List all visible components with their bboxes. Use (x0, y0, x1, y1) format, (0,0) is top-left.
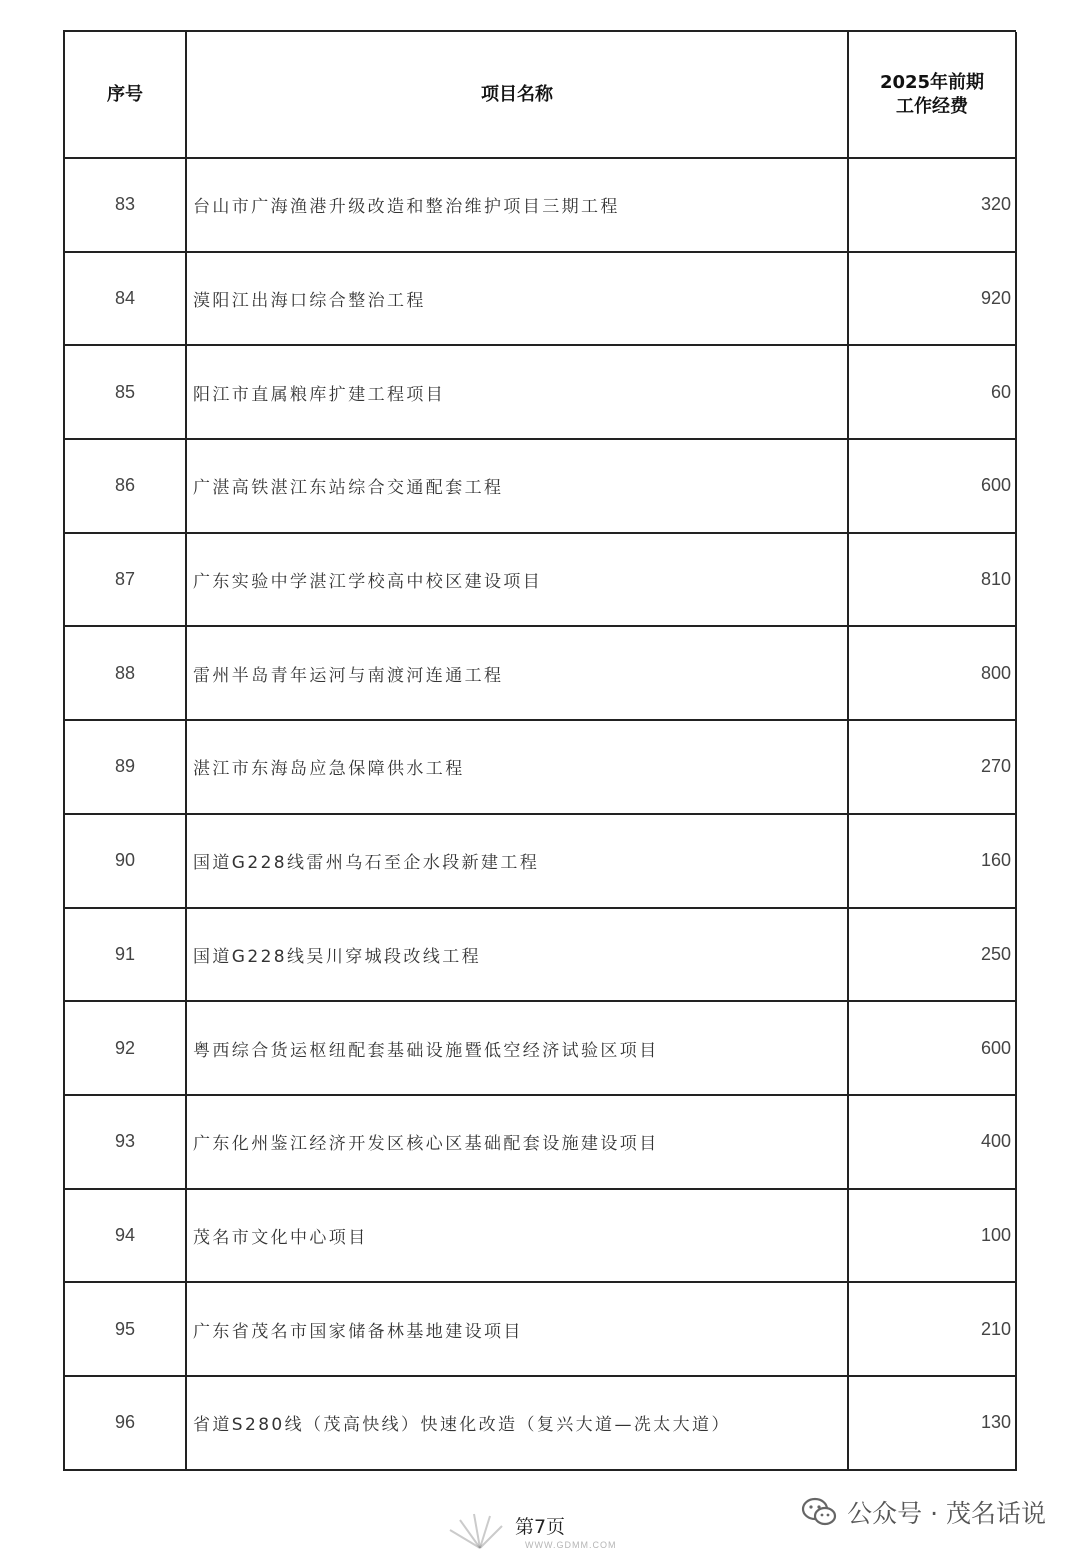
header-funding-line1: 2025年前期 (879, 71, 985, 93)
table-row (65, 908, 1016, 1002)
row-serial-number: 88 (65, 626, 186, 720)
row-funding-amount: 920 (848, 252, 1016, 346)
row-funding-amount: 130 (848, 1376, 1016, 1470)
table-row (65, 814, 1016, 908)
row-serial-number: 90 (65, 814, 186, 908)
row-funding-amount: 800 (848, 626, 1016, 720)
row-funding-amount: 100 (848, 1189, 1016, 1283)
row-funding-amount: 250 (848, 908, 1016, 1002)
row-serial-number: 94 (65, 1189, 186, 1283)
table-row (65, 439, 1016, 533)
row-project-name: 茂名市文化中心项目 (186, 1189, 848, 1283)
row-serial-number: 87 (65, 533, 186, 627)
row-project-name: 广湛高铁湛江东站综合交通配套工程 (186, 439, 848, 533)
row-funding-amount: 160 (848, 814, 1016, 908)
watermark-url: WWW.GDMM.COM (525, 1540, 617, 1550)
table-body (65, 158, 1016, 1470)
table-row (65, 533, 1016, 627)
row-funding-amount: 270 (848, 720, 1016, 814)
row-project-name: 台山市广海渔港升级改造和整治维护项目三期工程 (186, 158, 848, 252)
row-serial-number: 83 (65, 158, 186, 252)
row-funding-amount: 320 (848, 158, 1016, 252)
row-serial-number: 92 (65, 1001, 186, 1095)
project-funding-table (65, 32, 1017, 1471)
row-serial-number: 89 (65, 720, 186, 814)
table-row (65, 1189, 1016, 1283)
row-funding-amount: 810 (848, 533, 1016, 627)
row-project-name: 漠阳江出海口综合整治工程 (186, 252, 848, 346)
wechat-icon (801, 1497, 837, 1527)
row-serial-number: 96 (65, 1376, 186, 1470)
row-project-name: 国道G228线吴川穿城段改线工程 (186, 908, 848, 1002)
table-header-row (65, 32, 1016, 158)
row-project-name: 阳江市直属粮库扩建工程项目 (186, 345, 848, 439)
row-funding-amount: 210 (848, 1282, 1016, 1376)
table-row (65, 1282, 1016, 1376)
header-funding (848, 32, 1016, 158)
row-serial-number: 85 (65, 345, 186, 439)
wechat-label: 公众号 · 茂名话说 (847, 1499, 1046, 1528)
row-project-name: 粤西综合货运枢纽配套基础设施暨低空经济试验区项目 (186, 1001, 848, 1095)
table-row (65, 720, 1016, 814)
row-project-name: 省道S280线（茂高快线）快速化改造（复兴大道—冼太大道） (186, 1376, 848, 1470)
row-project-name: 广东实验中学湛江学校高中校区建设项目 (186, 533, 848, 627)
row-serial-number: 84 (65, 252, 186, 346)
header-serial-number: 序号 (65, 32, 186, 158)
row-funding-amount: 600 (848, 439, 1016, 533)
table-row (65, 626, 1016, 720)
table-row (65, 1376, 1016, 1470)
table-row (65, 1095, 1016, 1189)
table-row (65, 345, 1016, 439)
row-funding-amount: 400 (848, 1095, 1016, 1189)
page-number: 第7页 (514, 1516, 566, 1538)
row-serial-number: 93 (65, 1095, 186, 1189)
row-funding-amount: 60 (848, 345, 1016, 439)
header-funding-line2: 工作经费 (896, 95, 968, 117)
project-table-wrapper (63, 30, 1016, 1471)
table-row (65, 1001, 1016, 1095)
row-project-name: 国道G228线雷州乌石至企水段新建工程 (186, 814, 848, 908)
header-project-name: 项目名称 (186, 32, 848, 158)
wechat-account-tag (801, 1494, 1046, 1530)
row-project-name: 雷州半岛青年运河与南渡河连通工程 (186, 626, 848, 720)
row-funding-amount: 600 (848, 1001, 1016, 1095)
row-project-name: 广东省茂名市国家储备林基地建设项目 (186, 1282, 848, 1376)
row-serial-number: 95 (65, 1282, 186, 1376)
table-row (65, 252, 1016, 346)
row-serial-number: 91 (65, 908, 186, 1002)
table-row (65, 158, 1016, 252)
row-project-name: 广东化州鉴江经济开发区核心区基础配套设施建设项目 (186, 1095, 848, 1189)
row-project-name: 湛江市东海岛应急保障供水工程 (186, 720, 848, 814)
row-serial-number: 86 (65, 439, 186, 533)
